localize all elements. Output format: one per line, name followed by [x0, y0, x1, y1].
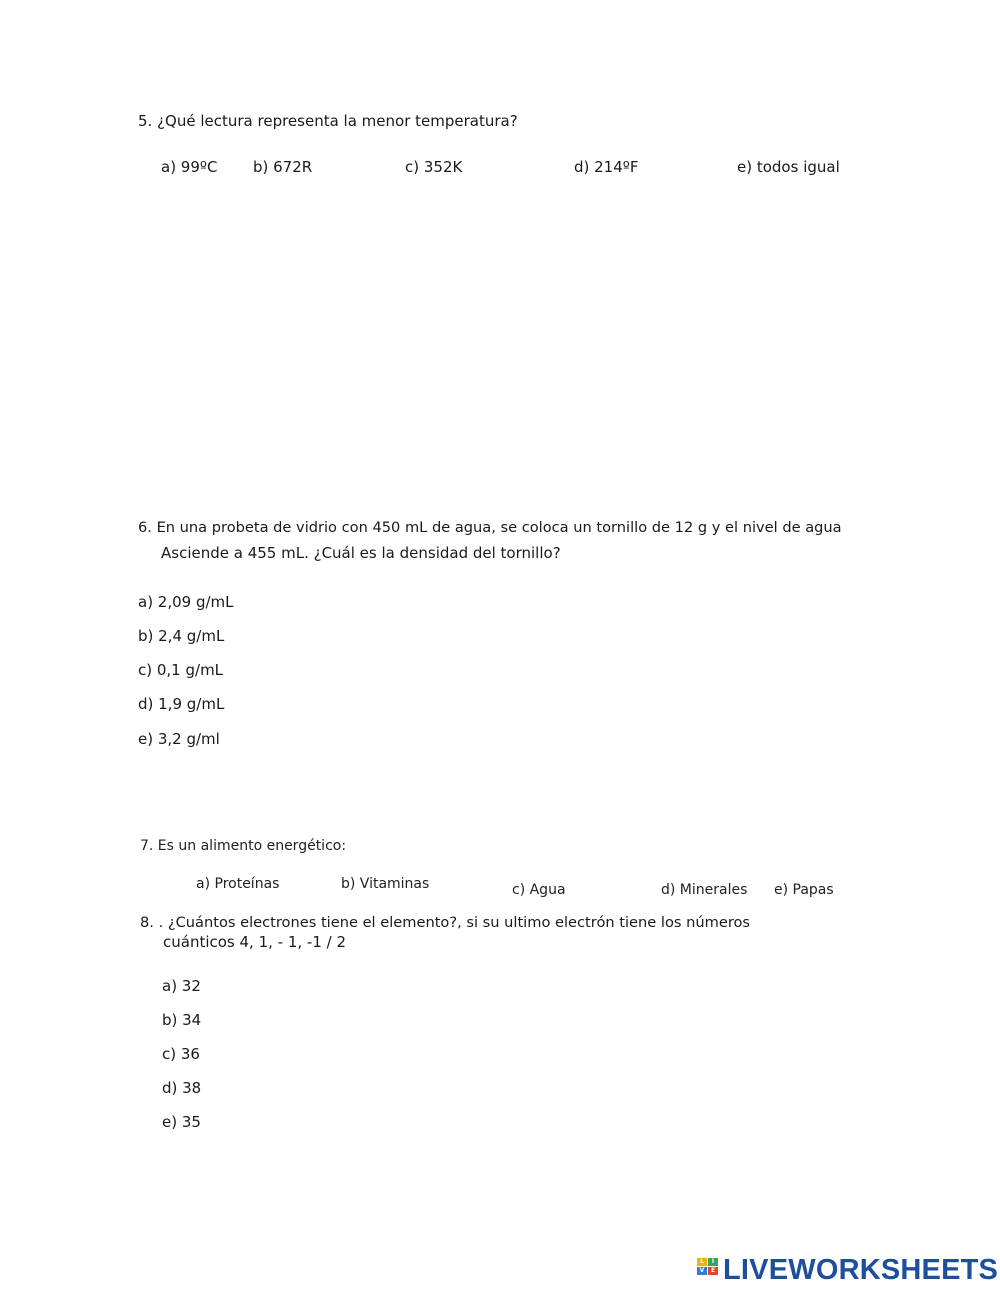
q7-option-b[interactable]: b) Vitaminas: [341, 876, 430, 892]
q8-option-c[interactable]: c) 36: [162, 1045, 200, 1063]
q7-option-c[interactable]: c) Agua: [512, 882, 566, 898]
q6-question-line1: 6. En una probeta de vidrio con 450 mL de agua, se coloca un tornillo de 12 g y el nivel de agua: [138, 519, 842, 536]
q6-question-line2: Asciende a 455 mL. ¿Cuál es la densidad del tornillo?: [161, 544, 561, 562]
q7-option-e[interactable]: e) Papas: [774, 882, 834, 898]
q8-option-a[interactable]: a) 32: [162, 977, 201, 995]
logo-box-i: I: [708, 1258, 718, 1266]
logo-box-l: L: [697, 1258, 707, 1266]
q6-option-d[interactable]: d) 1,9 g/mL: [138, 695, 225, 713]
q6-option-e[interactable]: e) 3,2 g/ml: [138, 730, 220, 748]
q6-option-c[interactable]: c) 0,1 g/mL: [138, 661, 224, 679]
q5-question: 5. ¿Qué lectura representa la menor temperatura?: [138, 112, 518, 130]
logo-box-e: E: [708, 1267, 718, 1275]
q8-question-line1: 8. . ¿Cuántos electrones tiene el elemento?, si su ultimo electrón tiene los números: [140, 914, 751, 931]
q5-option-b[interactable]: b) 672R: [253, 158, 313, 176]
q8-option-e[interactable]: e) 35: [162, 1113, 201, 1131]
q8-option-d[interactable]: d) 38: [162, 1079, 202, 1097]
q7-question: 7. Es un alimento energético:: [140, 838, 347, 854]
q6-option-b[interactable]: b) 2,4 g/mL: [138, 627, 225, 645]
q6-option-a[interactable]: a) 2,09 g/mL: [138, 593, 234, 611]
q5-option-e[interactable]: e) todos igual: [737, 158, 840, 176]
liveworksheets-logo: [697, 1254, 997, 1288]
logo-box-v: V: [697, 1267, 707, 1275]
q8-option-b[interactable]: b) 34: [162, 1011, 202, 1029]
q5-option-d[interactable]: d) 214ºF: [574, 158, 639, 176]
logo-icon: [697, 1258, 719, 1284]
q8-question-line2: cuánticos 4, 1, - 1, -1 / 2: [163, 933, 347, 951]
logo-text: LIVEWORKSHEETS: [723, 1254, 999, 1286]
q7-option-a[interactable]: a) Proteínas: [196, 876, 280, 892]
q5-option-c[interactable]: c) 352K: [405, 158, 463, 176]
q5-option-a[interactable]: a) 99ºC: [161, 158, 218, 176]
q7-option-d[interactable]: d) Minerales: [661, 882, 748, 898]
